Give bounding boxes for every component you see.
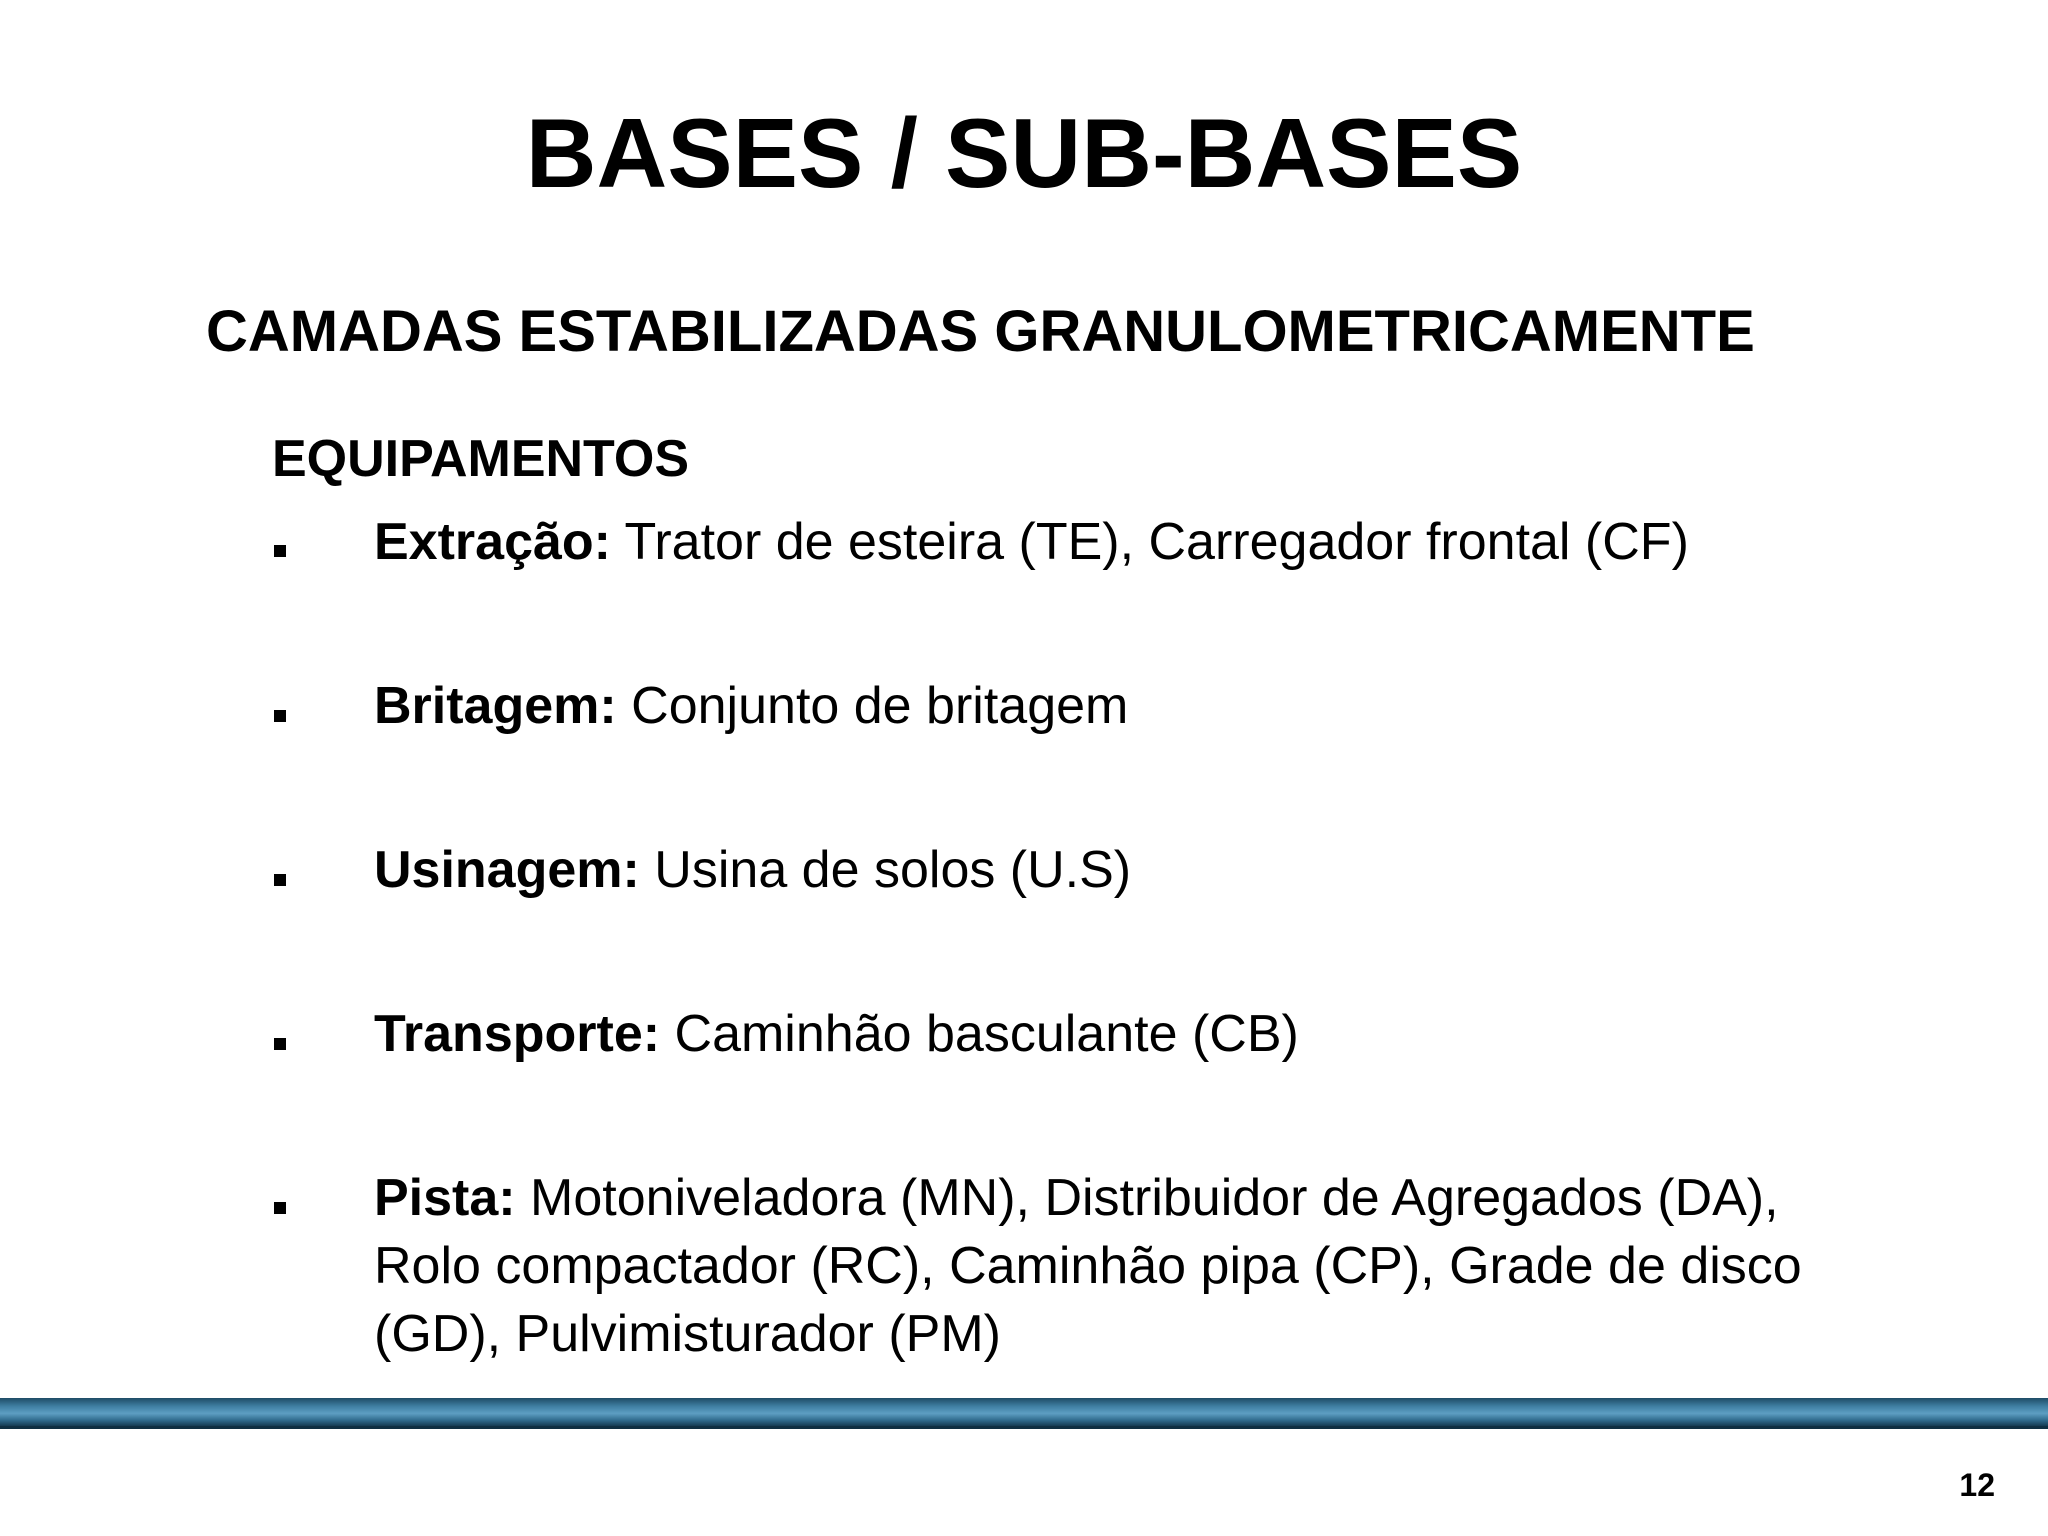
slide-title: BASES / SUB-BASES	[525, 98, 1523, 208]
bullet-description: Conjunto de britagem	[616, 677, 1129, 735]
section-heading: EQUIPAMENTOS	[272, 430, 690, 488]
bullet-description: Motoniveladora (MN), Distribuidor de Agregados (DA), Rolo compactador (RC), Caminhão pipa (CP), Grade de disco (GD), Pulvimisturador (PM)	[374, 1169, 1802, 1363]
bullet-text	[374, 1164, 1824, 1368]
bullet-marker	[274, 545, 286, 557]
footer-divider-bar	[0, 1398, 2048, 1426]
bullet-label: Pista:	[374, 1169, 516, 1227]
bullet-marker	[274, 1202, 286, 1214]
bullet-text	[374, 836, 1824, 904]
bullet-marker	[274, 874, 286, 886]
footer-divider-shadow	[0, 1426, 2048, 1429]
bullet-description: Caminhão basculante (CB)	[660, 1005, 1299, 1063]
bullet-marker	[274, 1038, 286, 1050]
bullet-label: Transporte:	[374, 1005, 661, 1063]
bullet-label: Extração:	[374, 513, 611, 571]
page-number: 12	[1959, 1467, 1995, 1503]
bullet-text	[374, 1000, 1824, 1068]
bullet-label: Usinagem:	[374, 841, 640, 899]
bullet-description: Usina de solos (U.S)	[639, 841, 1132, 899]
bullet-text	[374, 508, 1824, 576]
slide-subtitle: CAMADAS ESTABILIZADAS GRANULOMETRICAMENTE	[206, 299, 1755, 364]
bullet-text	[374, 672, 1824, 740]
bullet-marker	[274, 710, 286, 722]
bullet-description: Trator de esteira (TE), Carregador frontal (CF)	[611, 513, 1689, 571]
bullet-label: Britagem:	[374, 677, 617, 735]
